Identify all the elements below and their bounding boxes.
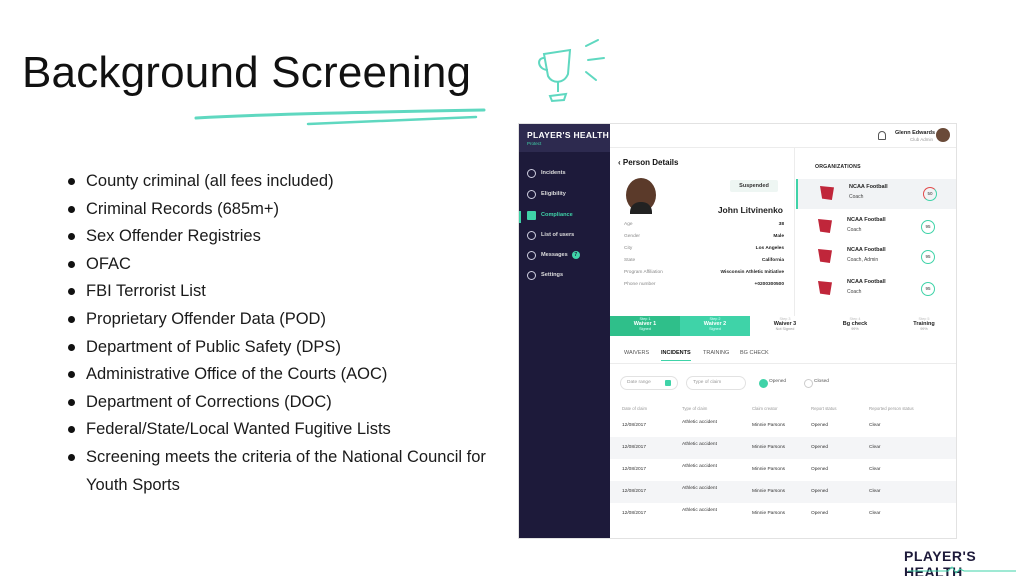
table-cell: Minnie Parsons xyxy=(752,445,786,450)
step-training[interactable] xyxy=(890,316,957,336)
bullet-item: Department of Public Safety (DPS) xyxy=(66,334,506,362)
status-badge: Suspended xyxy=(730,180,778,192)
date-range-placeholder: Date range xyxy=(627,380,651,385)
org-name: NCAA Football xyxy=(847,247,886,253)
sidebar xyxy=(519,124,610,538)
table-cell: Minnie Parsons xyxy=(752,511,786,516)
step-waiver-3[interactable] xyxy=(750,316,820,336)
org-role: Coach, Admin xyxy=(847,257,879,263)
step-title: Bg check xyxy=(842,321,868,327)
user-role: Club Admin xyxy=(910,137,934,142)
bullet-item: OFAC xyxy=(66,251,506,279)
step-bg-check[interactable] xyxy=(820,316,890,336)
radio-opened[interactable]: Opened xyxy=(759,379,786,384)
step-number: Step 5 xyxy=(918,317,930,321)
table-cell: Opened xyxy=(811,423,829,428)
step-title: Waiver 3 xyxy=(773,321,797,327)
step-waiver-1[interactable] xyxy=(610,316,680,336)
org-row[interactable] xyxy=(796,179,957,209)
detail-row-city xyxy=(624,246,784,257)
table-header xyxy=(610,404,956,414)
tab-waivers[interactable]: WAIVERS xyxy=(624,350,650,356)
sidebar-item-label: Settings xyxy=(541,272,564,278)
sidebar-item-label: Compliance xyxy=(541,212,573,218)
detail-row-gender xyxy=(624,234,784,245)
detail-label: Gender xyxy=(624,234,640,239)
step-title: Waiver 1 xyxy=(633,321,657,327)
org-score: 50 xyxy=(923,187,937,201)
table-cell: 12/08/2017 xyxy=(622,467,647,472)
step-waiver-2[interactable] xyxy=(680,316,750,336)
column-header: Report status xyxy=(811,406,837,411)
tab-bar xyxy=(610,346,956,364)
gear-icon xyxy=(527,271,536,280)
table-cell: Clear xyxy=(869,423,881,428)
org-score: 95 xyxy=(921,250,935,264)
detail-label: Program Affiliation xyxy=(624,270,663,275)
detail-value: +0200300500 xyxy=(754,282,784,287)
org-score: 95 xyxy=(921,220,935,234)
detail-label: Age xyxy=(624,222,633,227)
person-details-panel xyxy=(610,148,794,316)
users-icon xyxy=(527,231,536,240)
table-cell: Minnie Parsons xyxy=(752,489,786,494)
table-cell: Clear xyxy=(869,467,881,472)
table-cell: Opened xyxy=(811,445,829,450)
detail-row-program xyxy=(624,270,784,281)
bullet-item: Screening meets the criteria of the National Council for Youth Sports xyxy=(66,444,506,499)
sidebar-item-eligibility[interactable] xyxy=(527,188,566,200)
org-name: NCAA Football xyxy=(849,184,888,190)
footer-brand-logo: PLAYER'S HEALTH xyxy=(904,548,977,576)
org-logo-icon xyxy=(818,249,832,263)
table-row[interactable] xyxy=(610,503,956,525)
org-role: Coach xyxy=(849,194,864,200)
table-row[interactable] xyxy=(610,437,956,459)
org-logo-icon xyxy=(820,186,834,200)
bullet-item: Sex Offender Registries xyxy=(66,223,506,251)
step-number: Step 1 xyxy=(639,317,651,321)
detail-value: Los Angeles xyxy=(755,246,784,251)
trophy-icon xyxy=(530,34,610,114)
sidebar-item-label: Eligibility xyxy=(541,191,566,197)
step-status: 99% xyxy=(851,327,859,331)
org-role: Coach xyxy=(847,227,862,233)
table-cell: Opened xyxy=(811,489,829,494)
org-row[interactable] xyxy=(796,274,957,304)
bullet-item: Federal/State/Local Wanted Fugitive Lists xyxy=(66,416,506,444)
table-cell: Opened xyxy=(811,511,829,516)
table-cell: 12/08/2017 xyxy=(622,511,647,516)
step-title: Training xyxy=(913,321,935,327)
step-number: Step 2 xyxy=(709,317,721,321)
compliance-steps xyxy=(610,316,956,336)
org-logo-icon xyxy=(818,281,832,295)
org-name: NCAA Football xyxy=(847,279,886,285)
table-cell: Clear xyxy=(869,511,881,516)
table-cell: Opened xyxy=(811,467,829,472)
bullet-item: Proprietary Offender Data (POD) xyxy=(66,306,506,334)
slide-title: Background Screening xyxy=(22,48,472,97)
person-details-heading: Person Details xyxy=(622,158,679,167)
bullet-item: Department of Corrections (DOC) xyxy=(66,389,506,417)
step-number: Step 4 xyxy=(849,317,861,321)
sidebar-item-label: Messages xyxy=(541,252,568,258)
sidebar-item-incidents[interactable] xyxy=(527,167,566,179)
date-range-input[interactable] xyxy=(620,376,678,390)
detail-row-state xyxy=(624,258,784,269)
bullet-item: County criminal (all fees included) xyxy=(66,168,506,196)
sidebar-item-label: Incidents xyxy=(541,170,566,176)
tab-incidents[interactable]: INCIDENTS xyxy=(661,350,691,361)
table-cell: Minnie Parsons xyxy=(752,423,786,428)
title-underline xyxy=(190,104,490,128)
avatar[interactable] xyxy=(936,128,950,142)
radio-closed[interactable]: Closed xyxy=(804,379,829,384)
detail-row-phone xyxy=(624,282,784,293)
brand-logo: PLAYER'S HEALTH xyxy=(527,130,610,140)
table-cell: Athletic accident xyxy=(682,486,717,491)
detail-value: California xyxy=(761,258,784,263)
document-icon xyxy=(527,211,536,220)
table-cell: Athletic accident xyxy=(682,442,717,447)
tab-training[interactable]: TRAINING xyxy=(703,350,730,356)
bullet-item: Administrative Office of the Courts (AOC) xyxy=(66,361,506,389)
bell-icon[interactable] xyxy=(878,131,886,140)
detail-label: City xyxy=(624,246,633,251)
mail-icon xyxy=(527,251,536,260)
brand-subtitle: Protect xyxy=(527,141,542,146)
organizations-heading: ORGANIZATIONS xyxy=(815,164,861,170)
top-bar xyxy=(610,124,956,148)
type-of-claim-input[interactable] xyxy=(686,376,746,390)
sidebar-item-messages[interactable] xyxy=(527,249,580,261)
app-screenshot xyxy=(518,123,957,539)
sidebar-item-list-of-users[interactable] xyxy=(527,229,574,241)
org-logo-icon xyxy=(818,219,832,233)
check-circle-icon xyxy=(527,190,536,199)
detail-value: 38 xyxy=(778,222,784,227)
step-title: Waiver 2 xyxy=(703,321,727,327)
table-row[interactable] xyxy=(610,481,956,503)
sidebar-item-compliance[interactable] xyxy=(527,209,573,221)
sidebar-item-label: List of users xyxy=(541,232,575,238)
table-cell: Clear xyxy=(869,489,881,494)
detail-value: Wisconsin Athletic Initiative xyxy=(720,270,784,275)
user-name: Glenn Edwards xyxy=(895,130,936,136)
detail-row-age xyxy=(624,222,784,233)
org-score: 95 xyxy=(921,282,935,296)
step-number: Step 3 xyxy=(779,317,791,321)
org-role: Coach xyxy=(847,289,862,295)
table-cell: Athletic accident xyxy=(682,508,717,513)
column-header: Claim creator xyxy=(752,406,778,411)
nav-active-indicator xyxy=(519,211,521,223)
tab-bg-check[interactable]: BG CHECK xyxy=(740,350,769,356)
messages-badge: 7 xyxy=(572,251,580,259)
org-row[interactable] xyxy=(796,242,957,272)
page-title[interactable]: ‹ Person Details xyxy=(618,158,679,167)
table-row[interactable] xyxy=(610,459,956,481)
bullet-item: Criminal Records (685m+) xyxy=(66,196,506,224)
table-cell: Clear xyxy=(869,445,881,450)
person-name: John Litvinenko xyxy=(717,205,783,215)
table-cell: 12/08/2017 xyxy=(622,489,647,494)
table-cell: Minnie Parsons xyxy=(752,467,786,472)
calendar-icon xyxy=(665,380,671,386)
column-header: Date of claim xyxy=(622,406,648,411)
detail-label: State xyxy=(624,258,636,263)
column-header: Reported person status xyxy=(869,406,914,411)
panel-divider xyxy=(794,148,795,316)
step-status: Signed xyxy=(709,327,721,331)
person-avatar xyxy=(626,178,656,212)
org-row[interactable] xyxy=(796,212,957,242)
column-header: Type of claim xyxy=(682,406,708,411)
type-of-claim-placeholder: Type of claim xyxy=(693,380,722,385)
table-cell: 12/08/2017 xyxy=(622,445,647,450)
sidebar-item-settings[interactable] xyxy=(527,269,563,281)
table-cell: Athletic accident xyxy=(682,420,717,425)
bullet-list xyxy=(66,168,506,499)
step-status: Not Signed xyxy=(775,327,795,331)
step-status: Signed xyxy=(639,327,651,331)
heartbeat-line-icon xyxy=(908,566,1018,574)
org-name: NCAA Football xyxy=(847,217,886,223)
step-status: 99% xyxy=(920,327,928,331)
table-row[interactable] xyxy=(610,415,956,437)
table-cell: 12/08/2017 xyxy=(622,423,647,428)
table-cell: Athletic accident xyxy=(682,464,717,469)
detail-value: Male xyxy=(773,234,784,239)
incidents-icon xyxy=(527,169,536,178)
bullet-item: FBI Terrorist List xyxy=(66,278,506,306)
detail-label: Phone number xyxy=(624,282,656,287)
